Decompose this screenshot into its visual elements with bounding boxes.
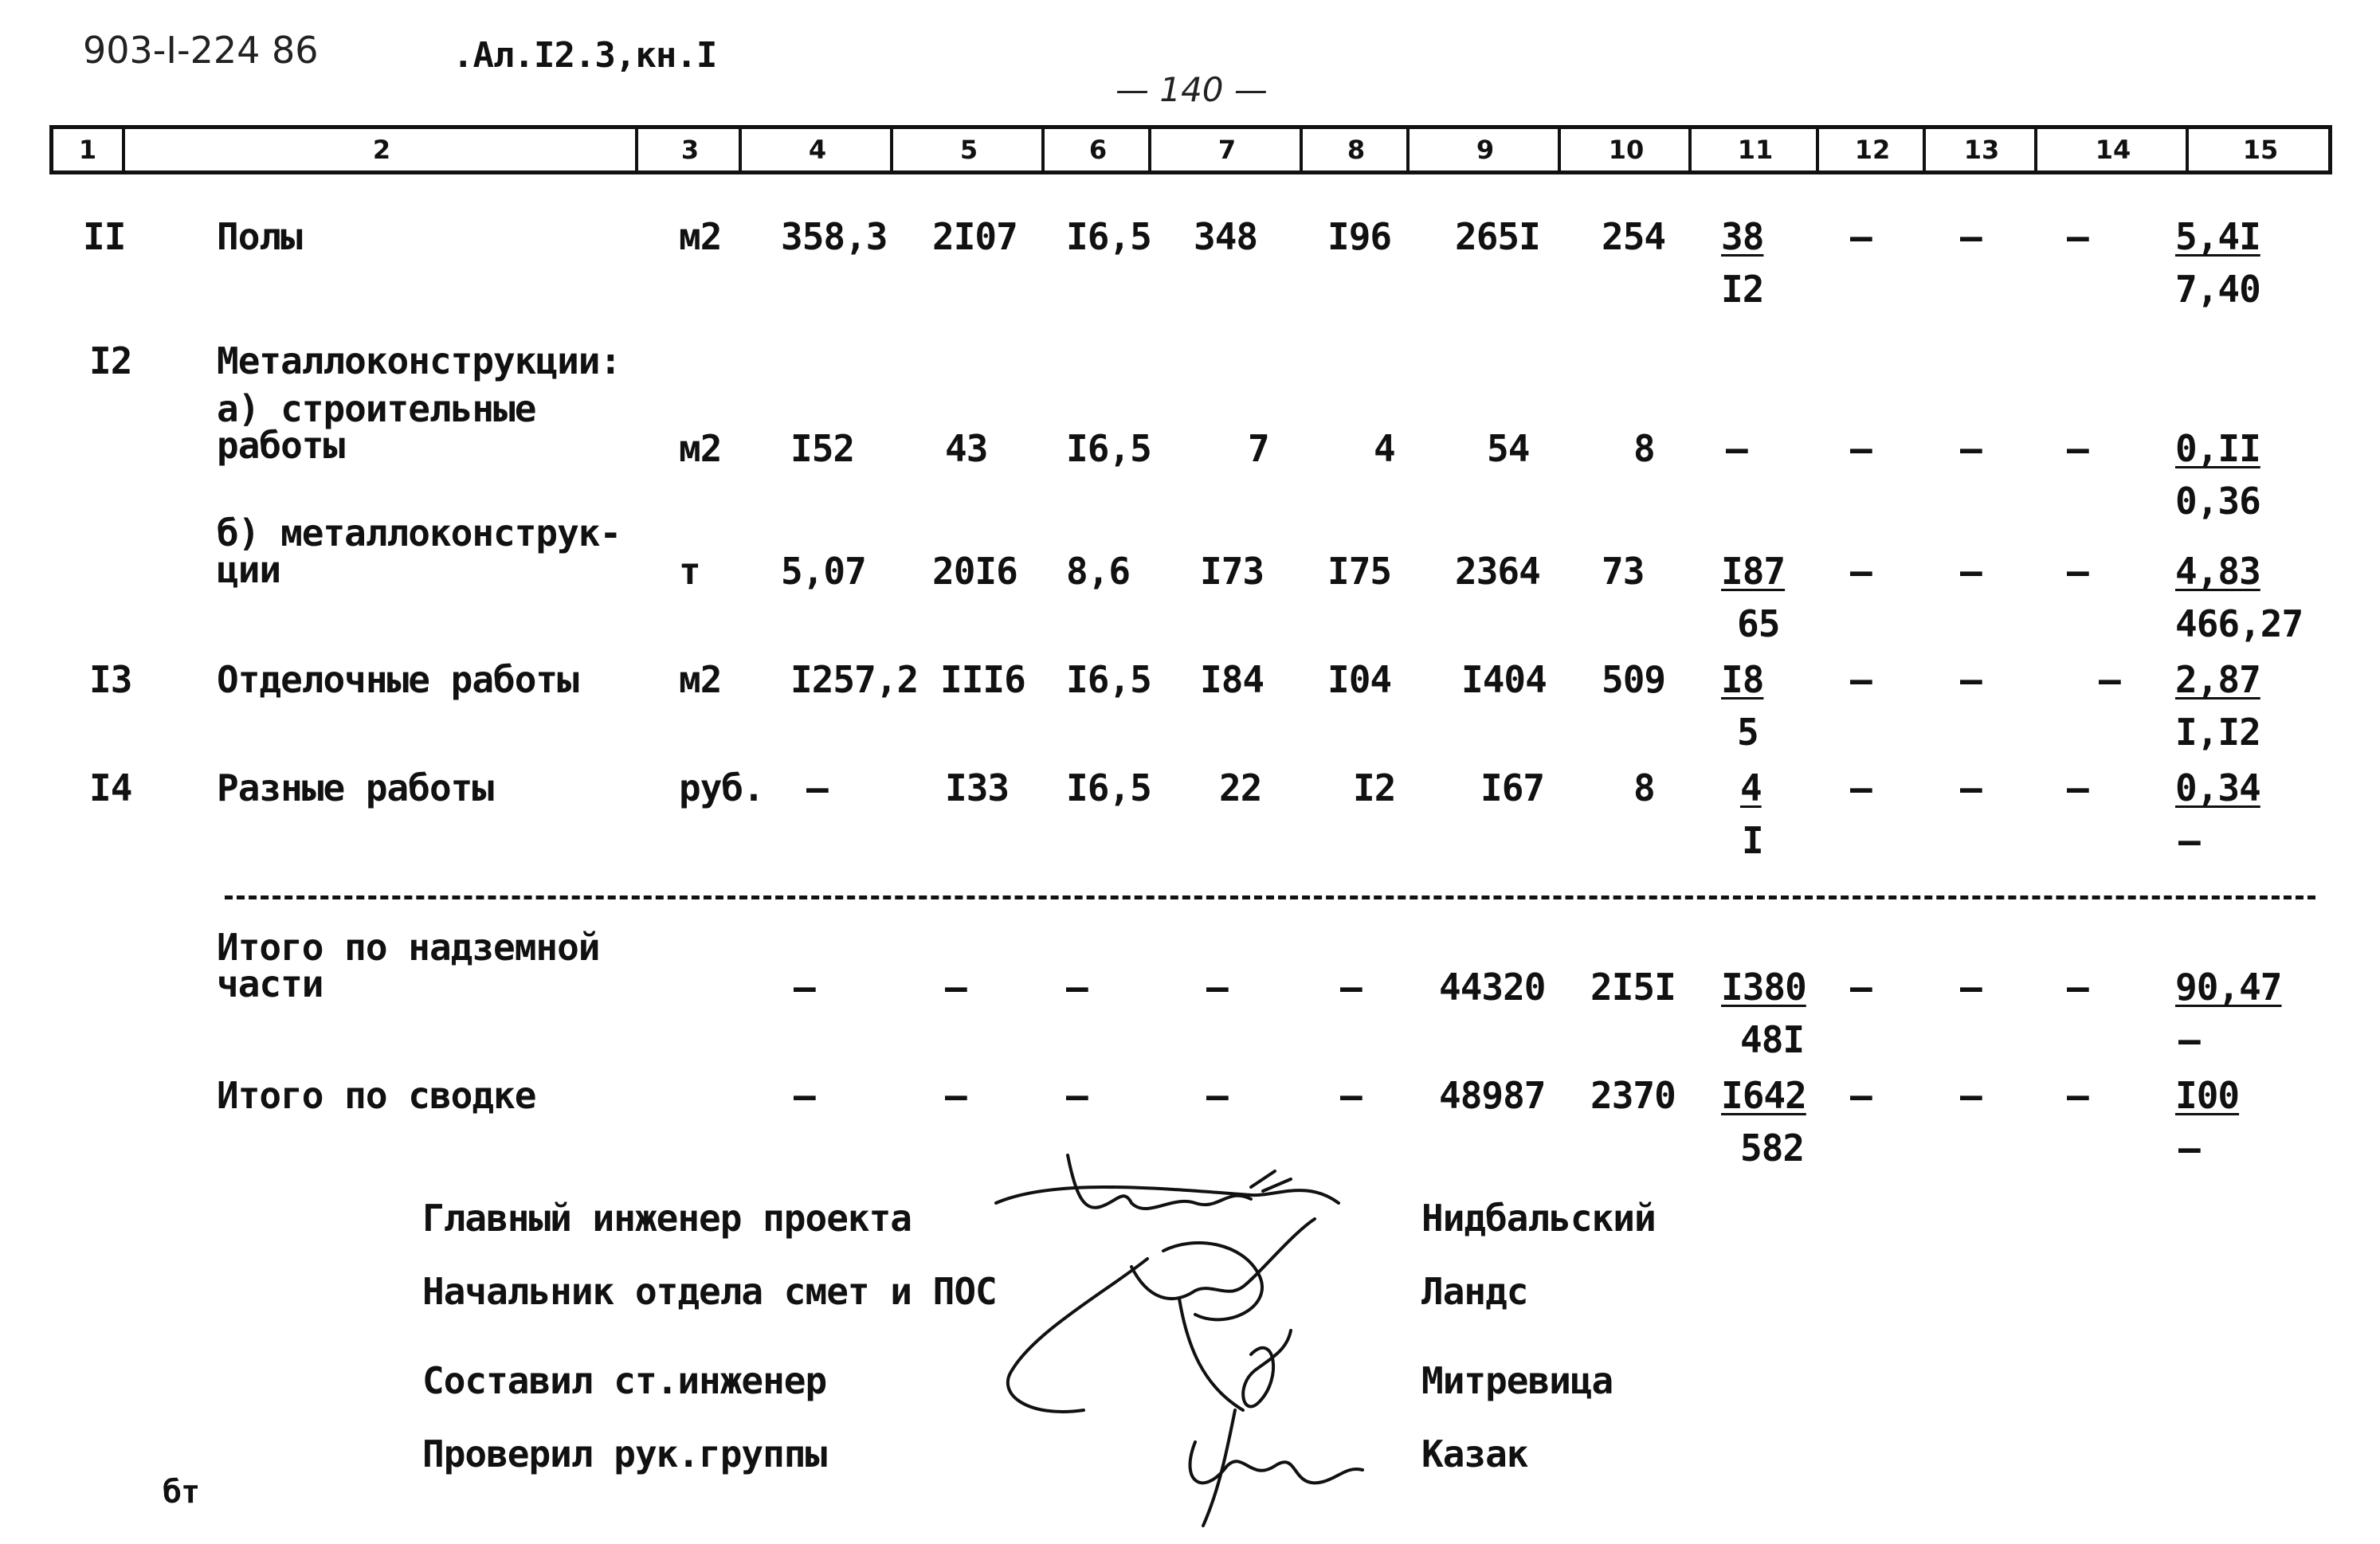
cell-col15-top: 5,4I [2175,215,2260,258]
cell-col14: – [2067,550,2088,593]
cell-col15-bottom: 466,27 [2175,602,2304,645]
cell-col6: I6,5 [1066,215,1151,258]
row-name: Разные работы [217,766,494,809]
column-header: 3 [635,129,742,170]
signature-role: Главный инженер проекта [422,1197,912,1240]
column-header: 9 [1406,129,1561,170]
cell-col15-top: I00 [2175,1074,2240,1117]
totals-name-text: Итого по надземной части [217,926,600,1005]
page-number: — 140 — [1116,70,1268,109]
cell-col13: – [1960,766,1982,809]
cell-col7: 7 [1248,427,1269,470]
totals-name [217,926,631,1005]
row-name: Полы [217,215,302,258]
signature-role: Составил ст.инженер [422,1359,827,1402]
row-unit: м2 [679,215,722,258]
cell-col12: – [1850,550,1872,593]
cell-col8: I75 [1327,550,1392,593]
cell-col9: I67 [1480,766,1545,809]
cell-col11-bottom: 582 [1740,1127,1805,1170]
cell-col8: I04 [1327,658,1392,701]
column-header: 6 [1041,129,1151,170]
row-subname-text: б) металлоконструк- ции [217,511,621,591]
cell-col14: – [2067,1074,2088,1117]
signature-name: Нидбальский [1421,1197,1656,1240]
cell-col6: I6,5 [1066,427,1151,470]
cell-col15-bottom: – [2178,1018,2200,1061]
row-subname [217,387,599,467]
cell-col5: 43 [945,427,988,470]
row-number: I4 [89,766,132,809]
cell-col4: – [806,766,828,809]
cell-col15-bottom: – [2178,1127,2200,1170]
cell-col11-top: I380 [1721,966,1806,1009]
cell-col15-bottom: 0,36 [2175,480,2260,523]
cell-col12: – [1850,658,1872,701]
cell-col15-top: 0,34 [2175,766,2260,809]
cell-col9: 2364 [1455,550,1540,593]
column-header: 1 [78,135,97,165]
cell-col12: – [1850,1074,1872,1117]
column-header: 8 [1300,129,1410,170]
cell-col5: 2I07 [932,215,1017,258]
column-header: 14 [2034,129,2189,170]
cell-col4: I257,2 [790,658,919,701]
cell-col5: 20I6 [932,550,1017,593]
cell-col15-bottom: – [2178,819,2200,862]
cell-col5: I33 [945,766,1010,809]
signature-name: Ландс [1421,1270,1528,1313]
cell-col7: I84 [1200,658,1264,701]
cell-col14: – [2067,966,2088,1009]
cell-col14: – [2067,427,2088,470]
cell-col10: 8 [1633,766,1655,809]
cell-col10: 254 [1602,215,1666,258]
cell-col9: 54 [1487,427,1530,470]
cell-col11-bottom: 65 [1737,602,1780,645]
row-name: Отделочные работы [217,658,578,701]
column-header: 15 [2186,129,2332,170]
cell-col13: – [1960,658,1982,701]
row-unit: т [679,550,700,593]
cell-col11-top: I642 [1721,1074,1806,1117]
cell-col14: – [2067,766,2088,809]
cell-col8: – [1340,966,1362,1009]
cell-col4: 358,3 [781,215,888,258]
cell-col13: – [1960,966,1982,1009]
cell-col11-top: 4 [1740,766,1762,809]
column-header: 10 [1558,129,1692,170]
cell-col6: – [1066,1074,1088,1117]
signature-role: Проверил рук.группы [422,1432,827,1475]
cell-col5: III6 [940,658,1025,701]
cell-col5: – [945,1074,967,1117]
cell-col6: 8,6 [1066,550,1131,593]
cell-col15-top: 0,II [2175,427,2260,470]
column-header: 12 [1816,129,1926,170]
cell-col12: – [1850,766,1872,809]
cell-col4: 5,07 [781,550,866,593]
column-header: 2 [122,129,638,170]
cell-col11-bottom: I [1742,819,1763,862]
cell-col12: – [1850,966,1872,1009]
totals-name: Итого по сводке [217,1074,536,1117]
row-unit: м2 [679,658,722,701]
handwritten-signatures [988,1147,1402,1530]
cell-col13: – [1960,1074,1982,1117]
cell-col6: I6,5 [1066,658,1151,701]
cell-col13: – [1960,550,1982,593]
signature-name: Казак [1421,1432,1528,1475]
column-header: 11 [1688,129,1819,170]
column-header: 4 [739,129,893,170]
cell-col9: 48987 [1439,1074,1546,1117]
cell-col11-top: I8 [1721,658,1764,701]
cell-col11-top: 38 [1721,215,1764,258]
bottom-mark: бт [163,1474,200,1511]
cell-col11-top: – [1726,427,1747,470]
cell-col11-top: I87 [1721,550,1786,593]
cell-col15-bottom: 7,40 [2175,268,2260,311]
cell-col12: – [1850,427,1872,470]
cell-col10: 2370 [1590,1074,1676,1117]
column-header-row [49,125,2332,174]
signature-name: Митревица [1421,1359,1613,1402]
cell-col11-bottom: 5 [1737,711,1759,754]
row-unit: м2 [679,427,722,470]
cell-col7: 348 [1194,215,1258,258]
row-number: I3 [89,658,132,701]
cell-col14: – [2099,658,2120,701]
column-header: 5 [890,129,1045,170]
cell-col8: I2 [1353,766,1396,809]
row-unit: руб. [679,766,764,809]
cell-col7: 22 [1219,766,1262,809]
cell-col15-top: 4,83 [2175,550,2260,593]
row-number: I2 [89,339,132,382]
cell-col8: 4 [1374,427,1395,470]
cell-col11-bottom: I2 [1721,268,1764,311]
cell-col15-top: 2,87 [2175,658,2260,701]
row-subname-text: а) строительные работы [217,387,536,467]
cell-col9: 44320 [1439,966,1546,1009]
document-code: 903-I-224 86 [83,29,319,72]
cell-col10: 2I5I [1590,966,1676,1009]
cell-col5: – [945,966,967,1009]
cell-col6: – [1066,966,1088,1009]
column-header: 7 [1148,129,1303,170]
cell-col12: – [1850,215,1872,258]
cell-col8: – [1340,1074,1362,1117]
cell-col15-top: 90,47 [2175,966,2282,1009]
column-header: 13 [1923,129,2037,170]
cell-col15-bottom: I,I2 [2175,711,2260,754]
album-reference: .Ал.I2.3,кн.I [453,35,717,76]
cell-col10: 73 [1602,550,1645,593]
cell-col6: I6,5 [1066,766,1151,809]
cell-col13: – [1960,427,1982,470]
cell-col8: I96 [1327,215,1392,258]
cell-col4: – [794,1074,815,1117]
cell-col7: – [1206,1074,1228,1117]
row-number: II [83,215,126,258]
cell-col14: – [2067,215,2088,258]
cell-col9: 265I [1455,215,1540,258]
cell-col7: – [1206,966,1228,1009]
cell-col10: 8 [1633,427,1655,470]
row-name: Металлоконструкции: [217,339,621,382]
totals-separator [225,895,2315,899]
cell-col10: 509 [1602,658,1666,701]
cell-col9: I404 [1461,658,1547,701]
cell-col4: I52 [790,427,855,470]
cell-col7: I73 [1200,550,1264,593]
signature-role: Начальник отдела смет и ПОС [422,1270,997,1313]
row-subname [217,511,647,591]
cell-col4: – [794,966,815,1009]
cell-col11-bottom: 48I [1740,1018,1805,1061]
cell-col13: – [1960,215,1982,258]
